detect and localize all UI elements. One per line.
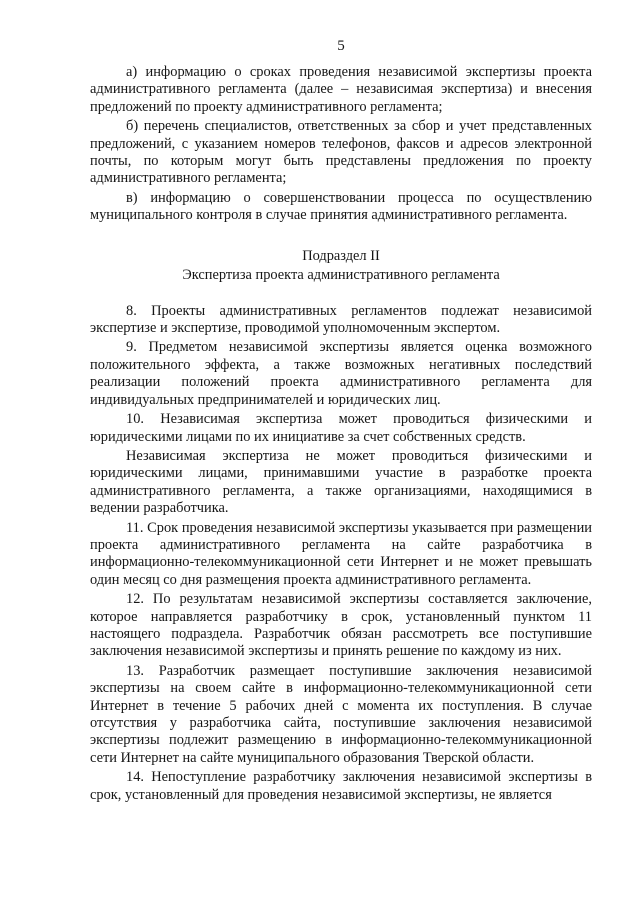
subsection-title: Экспертиза проекта административного регламента: [182, 266, 500, 283]
paragraph-11: 11. Срок проведения независимой экспертизы указывается при размещении проекта административного регламента на сайте разработчика в информационно-телекоммуникационной сети Интернет и не может превышать один месяц со дня размещения проекта административного регламента.: [90, 519, 592, 588]
paragraph-13: 13. Разработчик размещает поступившие заключения независимой экспертизы на своем сайте в информационно-телекоммуникационной сети Интернет в течение 5 рабочих дней с момента их поступления. В случае отсутствия у разработчика сайта, поступившие заключения независимой экспертизы подлежит размещению в информационно-телекоммуникационной сети Интернет на сайте муниципального образования Тверской области.: [90, 662, 592, 766]
document-body: [90, 64, 592, 804]
paragraph-10: 10. Независимая экспертиза может проводиться физическими и юридическими лицами по их инициативе за счет собственных средств.: [90, 411, 592, 445]
paragraph-9: 9. Предметом независимой экспертизы является оценка возможного положительного эффекта, а также возможных негативных последствий реализации положений проекта административного регламента для индивидуальных предпринимателей и юридических лиц.: [90, 339, 592, 408]
paragraph-a: а) информацию о сроках проведения независимой экспертизы проекта административного регламента (далее – независимая экспертиза) и внесения предложений по проекту административного регламента;: [90, 64, 592, 115]
document-page: [90, 0, 592, 905]
paragraph-10-continued: Независимая экспертиза не может проводиться физическими и юридическими лицами, принимавшими участие в разработке проекта административного регламента, а также организациями, находящимися в ведении разработчика.: [90, 447, 592, 517]
paragraph-8: 8. Проекты административных регламентов подлежат независимой экспертизе и экспертизе, проводимой уполномоченным экспертом.: [90, 302, 592, 337]
paragraph-v: в) информацию о совершенствовании процесса по осуществлению муниципального контроля в случае принятия административного регламента.: [90, 189, 592, 224]
page-number: 5: [337, 38, 345, 54]
paragraph-14: 14. Непоступление разработчику заключения независимой экспертизы в срок, установленный для проведения независимой экспертизы, не является: [90, 769, 592, 803]
paragraph-b: б) перечень специалистов, ответственных за сбор и учет представленных предложений, с указанием номеров телефонов, факсов и адресов электронной почты, по которым могут быть представлены предложения по проекту административного регламента;: [90, 118, 592, 187]
paragraph-12: 12. По результатам независимой экспертизы составляется заключение, которое направляется разработчику в срок, установленный пунктом 11 настоящего подраздела. Разработчик обязан рассмотреть все поступившие заключения независимой экспертизы и принять решение по каждому из них.: [90, 591, 592, 660]
subsection-label: Подраздел II: [302, 247, 380, 264]
